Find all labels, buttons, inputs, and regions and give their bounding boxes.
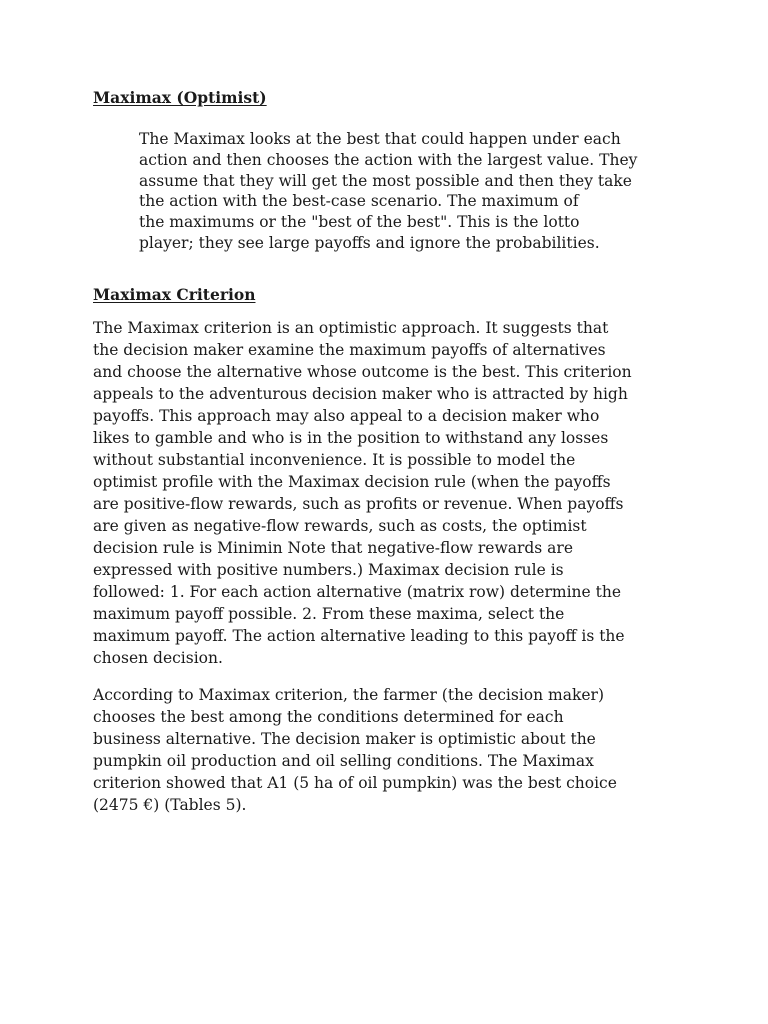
text-line: The Maximax looks at the best that could happen under each [139,130,621,148]
text-line: chooses the best among the conditions determined for each [93,708,564,726]
farmer-paragraph [93,684,693,816]
criterion-paragraph [93,317,693,669]
text-line: appeals to the adventurous decision maker who is attracted by high [93,385,628,403]
text-line: are positive-flow rewards, such as profits or revenue. When payoffs [93,495,624,513]
text-line: the maximums or the "best of the best". This is the lotto [139,213,580,232]
text-line: assume that they will get the most possible and then they take [139,171,632,190]
text-line: action and then chooses the action with the largest value. They [139,150,638,169]
optimist-description [139,129,699,254]
text-line: likes to gamble and who is in the position to withstand any losses [93,429,609,447]
text-line: (2475 €) (Tables 5). [93,796,247,814]
text-line: the decision maker examine the maximum payoffs of alternatives [93,341,606,359]
heading-maximax-criterion: Maximax Criterion [93,285,256,304]
text-line: followed: 1. For each action alternative (matrix row) determine the [93,583,622,601]
heading-maximax-optimist: Maximax (Optimist) [93,88,267,107]
text-line: criterion showed that A1 (5 ha of oil pumpkin) was the best choice [93,774,617,792]
text-line: and choose the alternative whose outcome is the best. This criterion [93,363,632,381]
text-line: business alternative. The decision maker is optimistic about the [93,730,596,748]
text-line: payoffs. This approach may also appeal to a decision maker who [93,407,600,425]
text-line: maximum payoff. The action alternative leading to this payoff is the [93,627,625,645]
text-line: optimist profile with the Maximax decision rule (when the payoffs [93,473,611,491]
text-line: player; they see large payoffs and ignore the probabilities. [139,233,600,252]
text-line: maximum payoff possible. 2. From these maxima, select the [93,605,565,623]
text-line: are given as negative-flow rewards, such as costs, the optimist [93,517,587,535]
text-line: According to Maximax criterion, the farmer (the decision maker) [93,686,605,704]
text-line: expressed with positive numbers.) Maximax decision rule is [93,561,564,579]
text-line: decision rule is Minimin Note that negative-flow rewards are [93,539,574,557]
text-line: the action with the best-case scenario. The maximum of [139,192,579,211]
text-line: chosen decision. [93,649,223,667]
text-line: without substantial inconvenience. It is possible to model the [93,451,576,469]
text-line: pumpkin oil production and oil selling conditions. The Maximax [93,752,594,770]
text-line: The Maximax criterion is an optimistic approach. It suggests that [93,319,609,337]
